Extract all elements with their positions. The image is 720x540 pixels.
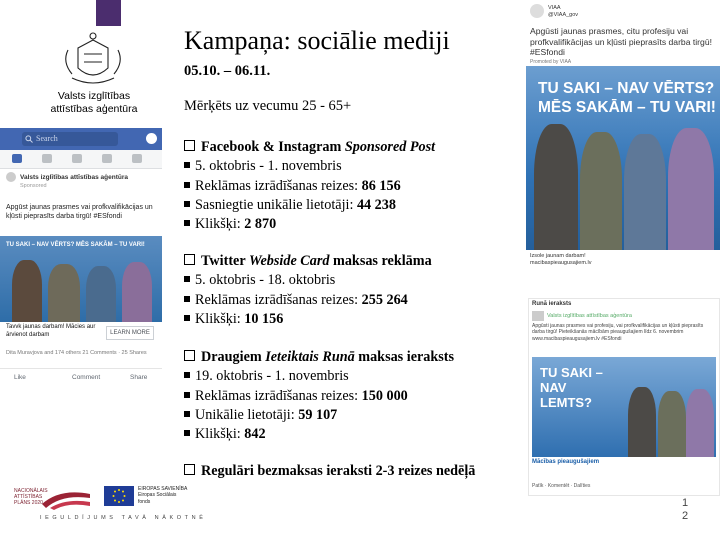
person-figure [580,132,622,250]
item-label: Klikšķi: [195,310,245,327]
square-bullet-icon [184,296,190,302]
search-icon [25,135,33,143]
item-value: 86 156 [361,177,401,194]
eu-line1: EIROPAS SAVIENĪBA [138,486,188,492]
person-figure [86,266,116,322]
item-label: Sasniegtie unikālie lietotāji: [195,196,357,213]
agency-name-line2: attīstības aģentūra [50,103,138,115]
runa-post-text: Apgūsti jaunas prasmes vai profesiju, vai profkvalifikācijas un kļūsti pieprasīts darba tirgū! Pieteikšanās mācībām pieaugušajiem līdz 6. novembrim www.macibaspieaugusajiem.lv #ESfondi [532,323,704,342]
section-draugiem [184,348,454,444]
slide-title: Kampaņa: sociālie mediji [184,26,450,55]
person-figure [12,260,42,322]
tweet-card-image [526,66,720,250]
twitter-account [548,5,578,19]
agency-name [48,90,140,116]
section-item [184,425,454,444]
viaa-avatar [530,4,544,18]
free-posts-text: Regulāri bezmaksas ieraksti 2-3 reizes nedēļā [201,463,476,479]
item-value: 59 107 [298,406,338,423]
item-label: 5. oktobris - 1. novembris [195,158,342,175]
eu-flag-icon [104,486,134,506]
latvia-coat-of-arms-icon [58,30,128,90]
runa-page-name: Valsts izglītības attīstības aģentūra [547,313,632,319]
runa-actions: Patīk · Komentēt · Dalīties [532,483,591,489]
post-image [0,236,162,322]
like-button[interactable]: Like [14,374,26,381]
top-accent-bar [96,0,121,26]
square-bullet-icon [184,201,190,207]
person-figure [624,134,666,250]
square-bullet-icon [184,392,190,398]
eu-line2: Eiropas Sociālais [138,492,177,499]
section-heading [184,138,435,157]
free-posts-line [184,462,475,481]
square-bullet-icon [184,182,190,188]
ad-format: Webside Card [248,253,330,269]
card-footer-url[interactable]: macibaspieaugusajiem.lv [530,260,592,266]
section-twitter [184,252,432,329]
square-bullet-icon [184,220,190,226]
item-value: 2 870 [244,216,277,233]
item-label: Klikšķi: [195,426,245,443]
person-figure [628,387,656,457]
item-value: 255 264 [361,291,408,308]
section-heading [184,252,432,271]
section-item [184,271,432,290]
post-caption: Tavvk jaunas darbam! Mācies aur ārvienot darbam [6,324,96,338]
eu-line3: fonds [138,498,151,505]
item-label: Klikšķi: [195,216,245,233]
square-bullet-icon [184,411,190,417]
nap-2020-text [14,488,48,506]
post-page-name: Valsts izglītības attīstības aģentūra [20,174,129,181]
twitter-handle: @VIAA_gov [548,12,579,18]
person-figure [686,389,714,457]
footer-tagline: IEGULDĪJUMS TAVĀ NĀKOTNĒ [40,515,207,521]
square-bullet-icon [184,372,190,378]
nap-line1: NACIONĀLAIS [14,488,48,494]
card-footer [530,253,591,267]
item-value: 842 [244,426,266,443]
learn-more-button[interactable]: LEARN MORE [106,326,154,340]
section-item [184,215,435,234]
promoted-label: Promoted by VIAA [530,59,572,65]
twitter-account-name: VIAA [548,5,561,11]
section-item [184,291,432,310]
comment-button[interactable]: Comment [72,374,101,381]
checkbox-bullet-icon [184,464,195,475]
square-bullet-icon [184,276,190,282]
channel-name: Twitter [201,253,246,269]
page-number-digit: 1 [681,497,689,509]
runa-post-image [532,357,716,457]
share-button[interactable]: Share [130,374,148,381]
checkbox-bullet-icon [184,350,195,361]
item-label: Unikālie lietotāji: [195,406,299,423]
ad-suffix: maksas ieraksts [354,349,455,365]
notifications-tab-icon [102,154,112,163]
eu-fund-text [138,486,187,505]
card-footer-title: Izsole jaunam darbam! [530,253,586,259]
item-value: 44 238 [356,196,396,213]
runa-ad-title[interactable]: Mācības pieaugušajiem [532,459,600,465]
card-headline-1: TU SAKI – NAV VĒRTS? [538,80,715,97]
runa-image-headline: TU SAKI – NAV LEMTS? [540,365,603,410]
square-bullet-icon [184,430,190,436]
ad-format: Sponsored Post [344,139,436,155]
page-avatar [6,172,16,182]
post-sponsored-label: Sponsored [20,183,47,189]
facebook-top-bar [0,128,162,150]
post-text: Apgūst jaunas prasmes vai profkvalifikācijas un kļūsti pieprasīts darba tirgū! #ESfondi [6,204,153,220]
item-value: 150 000 [361,387,408,404]
home-tab-icon [12,154,22,163]
twitter-ad-screenshot [526,0,720,275]
facebook-search-box: Search [22,132,118,146]
page-number [678,497,692,523]
item-label: 19. oktobris - 1. novembris [195,368,349,385]
section-facebook [184,138,435,234]
checkbox-bullet-icon [184,254,195,265]
facebook-tab-bar [0,150,162,169]
page-avatar [532,311,544,321]
channel-name: Draugiem [201,349,262,365]
item-label: Reklāmas izrādīšanas reizes: [195,387,362,404]
card-headline-2: MĒS SAKĀM – TU VARI! [538,99,716,116]
groups-tab-icon [72,154,82,163]
person-figure [122,262,152,322]
post-actions [0,368,162,387]
section-heading [184,348,454,367]
section-item [184,177,435,196]
post-image-headline: TU SAKI – NAV VĒRTS? MĒS SAKĀM – TU VARI! [6,242,145,248]
square-bullet-icon [184,315,190,321]
facebook-ad-screenshot [0,128,162,390]
post-stats: Dita Muravjova and 174 others 21 Comments · 25 Shares [6,350,147,356]
messenger-icon [146,133,157,144]
ad-suffix: maksas reklāma [329,253,432,269]
page-number-digit: 2 [681,510,689,522]
campaign-dates: 05.10. – 06.11. [184,63,271,79]
runa-header: Runā ieraksts [532,301,572,307]
item-label: 5. oktobris - 18. oktobris [195,272,336,289]
square-bullet-icon [184,162,190,168]
nap-line2: ATTĪSTĪBAS [14,494,43,500]
channel-name: Facebook & Instagram [201,139,342,155]
item-value: 10 156 [244,310,284,327]
tweet-text: Apgūsti jaunas prasmes, citu profesiju vai profkvalifikācijas un kļūsti pieprasīts darba tirgū! #ESfondi [530,26,712,57]
section-item [184,387,454,406]
person-figure [668,128,714,250]
section-item [184,367,454,386]
person-figure [534,124,578,250]
nap-line3: PLĀNS 2020 [14,500,43,506]
section-item [184,406,454,425]
item-label: Reklāmas izrādīšanas reizes: [195,177,362,194]
section-item [184,196,435,215]
section-item [184,310,432,329]
checkbox-bullet-icon [184,140,195,151]
agency-name-line1: Valsts izglītības [57,90,131,102]
ad-format: Ieteiktais Runā [265,349,355,365]
section-item [184,157,435,176]
draugiem-ad-screenshot [528,298,720,496]
person-figure [658,391,686,457]
target-audience: Mērķēts uz vecumu 25 - 65+ [184,98,352,114]
person-figure [48,264,80,322]
menu-tab-icon [132,154,142,163]
friends-tab-icon [42,154,52,163]
item-label: Reklāmas izrādīšanas reizes: [195,291,362,308]
